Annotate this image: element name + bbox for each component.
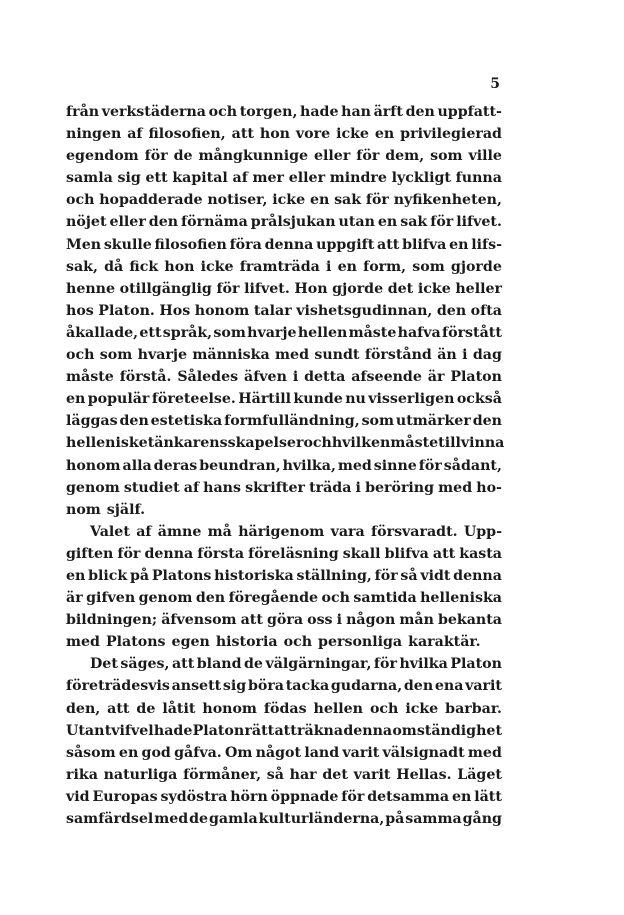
text-line: Men skulle filosofien föra denna uppgift att blifva en lifs- [66, 236, 502, 253]
body-text [66, 101, 505, 830]
text-line: företrädesvis ansett sig böra tacka gudarna, den ena varit [66, 678, 502, 695]
page-number: 5 [490, 76, 500, 92]
text-line: Det säges, att bland de välgärningar, för hvilka Platon [90, 656, 502, 673]
text-line: en populär företeelse. Härtill kunde nu visserligen också [66, 391, 502, 408]
text-line: hos Platon. Hos honom talar vishetsgudinnan, den ofta [66, 302, 502, 319]
text-line: genom studiet af hans skrifter träda i beröring med ho- [66, 479, 502, 496]
text-line: såsom en god gåfva. Om något land varit välsignadt med [66, 744, 502, 761]
text-line: bildningen; äfvensom att göra oss i någon mån bekanta [66, 612, 502, 629]
text-line: Utan tvifvel hade Platon rätt att räkna denna omständighet [66, 722, 502, 739]
text-line: den, att de låtit honom födas hellen och icke barbar. [66, 700, 502, 717]
text-line: henne otillgänglig för lifvet. Hon gjorde det icke heller [66, 280, 502, 297]
text-line: giften för denna första föreläsning skall blifva att kasta [66, 545, 502, 562]
text-line: är gifven genom den föregående och samtida helleniska [66, 590, 502, 607]
text-line: en blick på Platons historiska ställning, för så vidt denna [66, 567, 502, 584]
text-line: och hopadderade notiser, icke en sak för nyfikenheten, [66, 192, 502, 209]
text-line: ningen af filosofien, att hon vore icke en privilegierad [66, 126, 502, 143]
text-line: nom själf. [66, 501, 146, 518]
text-line: med Platons egen historia och personliga karaktär. [66, 634, 481, 651]
text-line: och som hvarje människa med sundt förstånd än i dag [66, 347, 502, 364]
text-line: samla sig ett kapital af mer eller mindre lyckligt funna [66, 170, 502, 187]
text-line: vid Europas sydöstra hörn öppnade för detsamma en lätt [66, 788, 502, 805]
text-line: åkallade, ett språk, som hvarje hellen måste hafva förstått [66, 324, 502, 341]
text-line: honom alla deras beundran, hvilka, med sinne för sådant, [66, 457, 502, 474]
text-line: nöjet eller den förnäma prålsjukan utan en sak för lifvet. [66, 214, 502, 231]
text-line: egendom för de mångkunnige eller för dem, som ville [66, 148, 502, 165]
text-line: måste förstå. Således äfven i detta afseende är Platon [66, 369, 502, 386]
text-line: sak, då fick hon icke framträda i en form, som gjorde [66, 258, 502, 275]
text-line: från verkstäderna och torgen, hade han ärft den uppfatt- [66, 104, 502, 120]
text-line: läggas den estetiska formfulländning, som utmärker den [66, 413, 502, 430]
text-line: helleniske tänkarens skapelser och hvilken måste tillvinna [66, 435, 505, 452]
text-line: Valet af ämne må härigenom vara försvaradt. Upp- [90, 523, 502, 540]
text-line: samfärdsel med de gamla kulturländerna, på samma gång [66, 811, 502, 827]
text-line: rika naturliga förmåner, så har det varit Hellas. Läget [66, 766, 502, 783]
